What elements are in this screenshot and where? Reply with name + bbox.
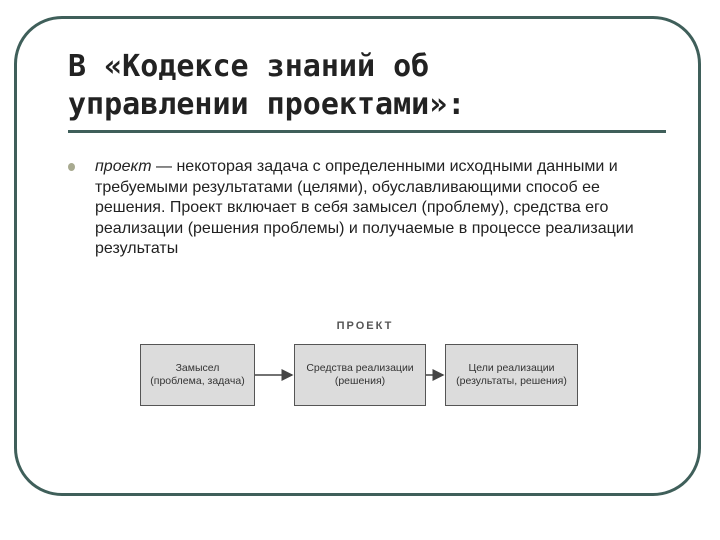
diagram-title: ПРОЕКТ: [336, 320, 394, 332]
diagram-box-goals: [445, 344, 578, 406]
project-diagram: [130, 312, 600, 422]
bullet-dot-icon: [68, 163, 75, 171]
bullet-definition: — некоторая задача с определенными исходными данными и требуемыми результатами (целями), обуславливающими способ ее решения. Проект включает в себя замысел (проблему), средства его реализации (решения проблемы) и получаемые в процессе реализации результаты: [95, 158, 634, 257]
box-idea-sublabel: (проблема, задача): [150, 375, 245, 387]
diagram-box-means: [294, 344, 426, 406]
title-line-2: управлении проектами»:: [68, 87, 466, 122]
title-underline: [68, 130, 666, 133]
diagram-box-idea: [140, 344, 255, 406]
box-means-label: Средства реализации: [306, 362, 414, 374]
box-goals-sublabel: (результаты, решения): [456, 375, 567, 387]
title-line-1: В «Кодексе знаний об: [68, 49, 430, 84]
box-goals-label: Цели реализации: [468, 362, 555, 374]
bullet-text: [95, 157, 660, 260]
slide-title: [68, 48, 668, 124]
box-idea-label: Замысел: [175, 362, 220, 374]
bullet-term: проект: [95, 158, 152, 175]
box-means-sublabel: (решения): [334, 375, 386, 387]
